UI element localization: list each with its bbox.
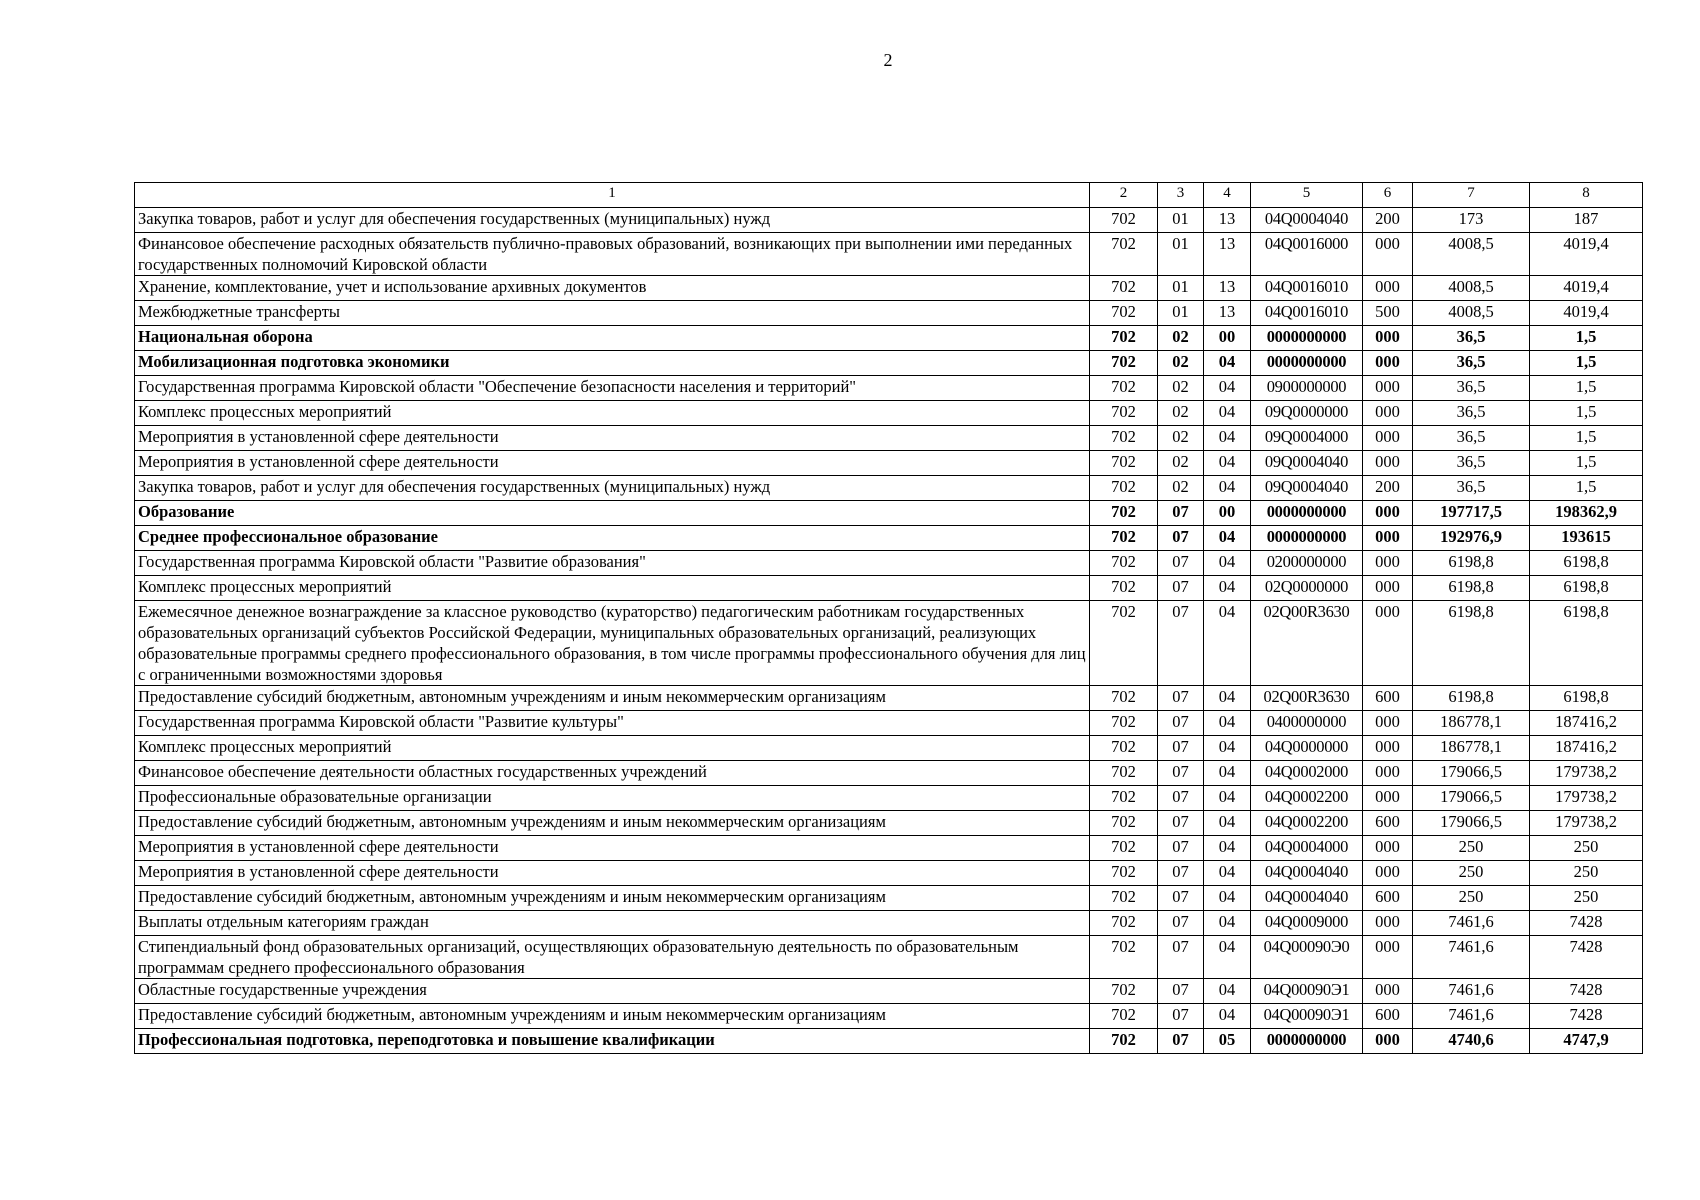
amount-year1-cell: 36,5 <box>1413 376 1530 401</box>
target-article-cell: 02Q00R3630 <box>1251 601 1363 686</box>
expense-type-cell: 000 <box>1363 551 1413 576</box>
expense-type-cell: 000 <box>1363 1029 1413 1054</box>
table-header-row <box>135 183 1643 208</box>
amount-year2-cell: 1,5 <box>1530 326 1643 351</box>
amount-year2-cell: 250 <box>1530 886 1643 911</box>
table-row <box>135 451 1643 476</box>
item-name-cell: Мероприятия в установленной сфере деятельности <box>135 861 1090 886</box>
table-row <box>135 208 1643 233</box>
subsection-cell: 04 <box>1204 836 1251 861</box>
section-cell: 07 <box>1158 936 1204 979</box>
section-cell: 07 <box>1158 1029 1204 1054</box>
target-article-cell: 04Q0002200 <box>1251 811 1363 836</box>
table-row <box>135 811 1643 836</box>
admin-code-cell: 702 <box>1090 208 1158 233</box>
item-name-cell: Мероприятия в установленной сфере деятельности <box>135 426 1090 451</box>
expense-type-cell: 000 <box>1363 233 1413 276</box>
subsection-cell: 13 <box>1204 208 1251 233</box>
target-article-cell: 04Q0000000 <box>1251 736 1363 761</box>
section-cell: 02 <box>1158 476 1204 501</box>
admin-code-cell: 702 <box>1090 551 1158 576</box>
admin-code-cell: 702 <box>1090 711 1158 736</box>
section-cell: 07 <box>1158 911 1204 936</box>
amount-year2-cell: 179738,2 <box>1530 786 1643 811</box>
amount-year2-cell: 1,5 <box>1530 351 1643 376</box>
target-article-cell: 04Q0004040 <box>1251 861 1363 886</box>
admin-code-cell: 702 <box>1090 861 1158 886</box>
amount-year2-cell: 179738,2 <box>1530 761 1643 786</box>
expense-type-cell: 000 <box>1363 711 1413 736</box>
table-row <box>135 711 1643 736</box>
target-article-cell: 04Q0016010 <box>1251 301 1363 326</box>
expense-type-cell: 000 <box>1363 786 1413 811</box>
expense-type-cell: 000 <box>1363 276 1413 301</box>
amount-year2-cell: 193615 <box>1530 526 1643 551</box>
table-row <box>135 1029 1643 1054</box>
amount-year2-cell: 1,5 <box>1530 426 1643 451</box>
section-cell: 01 <box>1158 208 1204 233</box>
item-name-cell: Государственная программа Кировской области "Развитие культуры" <box>135 711 1090 736</box>
table-row <box>135 686 1643 711</box>
table-row <box>135 761 1643 786</box>
item-name-cell: Национальная оборона <box>135 326 1090 351</box>
subsection-cell: 04 <box>1204 811 1251 836</box>
expense-type-cell: 000 <box>1363 601 1413 686</box>
column-header: 3 <box>1158 183 1204 208</box>
subsection-cell: 04 <box>1204 376 1251 401</box>
admin-code-cell: 702 <box>1090 401 1158 426</box>
target-article-cell: 04Q0004040 <box>1251 886 1363 911</box>
target-article-cell: 0000000000 <box>1251 1029 1363 1054</box>
item-name-cell: Мероприятия в установленной сфере деятельности <box>135 836 1090 861</box>
table-row <box>135 551 1643 576</box>
column-header: 8 <box>1530 183 1643 208</box>
expense-type-cell: 600 <box>1363 811 1413 836</box>
table-row <box>135 576 1643 601</box>
item-name-cell: Комплекс процессных мероприятий <box>135 736 1090 761</box>
amount-year1-cell: 179066,5 <box>1413 811 1530 836</box>
expense-type-cell: 000 <box>1363 576 1413 601</box>
amount-year2-cell: 1,5 <box>1530 376 1643 401</box>
admin-code-cell: 702 <box>1090 233 1158 276</box>
expense-type-cell: 000 <box>1363 936 1413 979</box>
item-name-cell: Комплекс процессных мероприятий <box>135 401 1090 426</box>
item-name-cell: Мероприятия в установленной сфере деятельности <box>135 451 1090 476</box>
subsection-cell: 13 <box>1204 276 1251 301</box>
section-cell: 02 <box>1158 401 1204 426</box>
section-cell: 02 <box>1158 451 1204 476</box>
amount-year2-cell: 250 <box>1530 861 1643 886</box>
admin-code-cell: 702 <box>1090 936 1158 979</box>
amount-year1-cell: 6198,8 <box>1413 686 1530 711</box>
target-article-cell: 04Q00090Э0 <box>1251 936 1363 979</box>
admin-code-cell: 702 <box>1090 761 1158 786</box>
column-header: 7 <box>1413 183 1530 208</box>
amount-year1-cell: 7461,6 <box>1413 1004 1530 1029</box>
item-name-cell: Предоставление субсидий бюджетным, автономным учреждениям и иным некоммерческим организациям <box>135 686 1090 711</box>
table-row <box>135 326 1643 351</box>
expense-type-cell: 200 <box>1363 208 1413 233</box>
target-article-cell: 04Q0004000 <box>1251 836 1363 861</box>
amount-year2-cell: 4019,4 <box>1530 276 1643 301</box>
item-name-cell: Межбюджетные трансферты <box>135 301 1090 326</box>
target-article-cell: 09Q0000000 <box>1251 401 1363 426</box>
item-name-cell: Профессиональная подготовка, переподготовка и повышение квалификации <box>135 1029 1090 1054</box>
section-cell: 07 <box>1158 576 1204 601</box>
admin-code-cell: 702 <box>1090 836 1158 861</box>
amount-year1-cell: 250 <box>1413 861 1530 886</box>
section-cell: 07 <box>1158 601 1204 686</box>
amount-year2-cell: 187416,2 <box>1530 736 1643 761</box>
target-article-cell: 0000000000 <box>1251 326 1363 351</box>
item-name-cell: Предоставление субсидий бюджетным, автономным учреждениям и иным некоммерческим организациям <box>135 811 1090 836</box>
table-row <box>135 351 1643 376</box>
item-name-cell: Образование <box>135 501 1090 526</box>
table-row <box>135 861 1643 886</box>
target-article-cell: 0000000000 <box>1251 501 1363 526</box>
admin-code-cell: 702 <box>1090 979 1158 1004</box>
amount-year2-cell: 6198,8 <box>1530 551 1643 576</box>
item-name-cell: Мобилизационная подготовка экономики <box>135 351 1090 376</box>
admin-code-cell: 702 <box>1090 1029 1158 1054</box>
amount-year1-cell: 36,5 <box>1413 451 1530 476</box>
target-article-cell: 09Q0004040 <box>1251 451 1363 476</box>
amount-year1-cell: 4008,5 <box>1413 276 1530 301</box>
amount-year1-cell: 36,5 <box>1413 351 1530 376</box>
amount-year1-cell: 6198,8 <box>1413 576 1530 601</box>
expense-type-cell: 000 <box>1363 376 1413 401</box>
subsection-cell: 00 <box>1204 501 1251 526</box>
amount-year2-cell: 1,5 <box>1530 476 1643 501</box>
amount-year2-cell: 7428 <box>1530 911 1643 936</box>
amount-year2-cell: 7428 <box>1530 979 1643 1004</box>
subsection-cell: 00 <box>1204 326 1251 351</box>
target-article-cell: 04Q0016000 <box>1251 233 1363 276</box>
expense-type-cell: 000 <box>1363 979 1413 1004</box>
subsection-cell: 13 <box>1204 301 1251 326</box>
target-article-cell: 04Q0009000 <box>1251 911 1363 936</box>
admin-code-cell: 702 <box>1090 736 1158 761</box>
subsection-cell: 04 <box>1204 1004 1251 1029</box>
table-row <box>135 501 1643 526</box>
table-row <box>135 233 1643 276</box>
admin-code-cell: 702 <box>1090 326 1158 351</box>
section-cell: 02 <box>1158 426 1204 451</box>
table-row <box>135 886 1643 911</box>
amount-year1-cell: 4008,5 <box>1413 233 1530 276</box>
amount-year1-cell: 7461,6 <box>1413 936 1530 979</box>
table-row <box>135 526 1643 551</box>
section-cell: 07 <box>1158 761 1204 786</box>
section-cell: 02 <box>1158 326 1204 351</box>
column-header: 6 <box>1363 183 1413 208</box>
amount-year1-cell: 6198,8 <box>1413 601 1530 686</box>
item-name-cell: Финансовое обеспечение деятельности областных государственных учреждений <box>135 761 1090 786</box>
subsection-cell: 04 <box>1204 736 1251 761</box>
amount-year2-cell: 250 <box>1530 836 1643 861</box>
target-article-cell: 09Q0004040 <box>1251 476 1363 501</box>
item-name-cell: Областные государственные учреждения <box>135 979 1090 1004</box>
amount-year2-cell: 179738,2 <box>1530 811 1643 836</box>
subsection-cell: 04 <box>1204 711 1251 736</box>
expense-type-cell: 000 <box>1363 761 1413 786</box>
table-row <box>135 786 1643 811</box>
amount-year2-cell: 6198,8 <box>1530 601 1643 686</box>
expense-type-cell: 000 <box>1363 911 1413 936</box>
section-cell: 07 <box>1158 1004 1204 1029</box>
section-cell: 07 <box>1158 886 1204 911</box>
amount-year2-cell: 7428 <box>1530 936 1643 979</box>
section-cell: 07 <box>1158 861 1204 886</box>
item-name-cell: Выплаты отдельным категориям граждан <box>135 911 1090 936</box>
section-cell: 07 <box>1158 686 1204 711</box>
item-name-cell: Закупка товаров, работ и услуг для обеспечения государственных (муниципальных) нужд <box>135 476 1090 501</box>
expense-type-cell: 000 <box>1363 426 1413 451</box>
subsection-cell: 04 <box>1204 526 1251 551</box>
item-name-cell: Профессиональные образовательные организации <box>135 786 1090 811</box>
amount-year1-cell: 36,5 <box>1413 426 1530 451</box>
section-cell: 01 <box>1158 276 1204 301</box>
target-article-cell: 0200000000 <box>1251 551 1363 576</box>
item-name-cell: Комплекс процессных мероприятий <box>135 576 1090 601</box>
admin-code-cell: 702 <box>1090 601 1158 686</box>
table-row <box>135 426 1643 451</box>
item-name-cell: Государственная программа Кировской области "Развитие образования" <box>135 551 1090 576</box>
target-article-cell: 02Q00R3630 <box>1251 686 1363 711</box>
table-row <box>135 301 1643 326</box>
section-cell: 02 <box>1158 351 1204 376</box>
section-cell: 02 <box>1158 376 1204 401</box>
item-name-cell: Государственная программа Кировской области "Обеспечение безопасности населения и территорий" <box>135 376 1090 401</box>
subsection-cell: 04 <box>1204 911 1251 936</box>
section-cell: 07 <box>1158 551 1204 576</box>
section-cell: 07 <box>1158 526 1204 551</box>
admin-code-cell: 702 <box>1090 576 1158 601</box>
admin-code-cell: 702 <box>1090 886 1158 911</box>
expense-type-cell: 000 <box>1363 451 1413 476</box>
subsection-cell: 04 <box>1204 601 1251 686</box>
subsection-cell: 04 <box>1204 861 1251 886</box>
expense-type-cell: 000 <box>1363 326 1413 351</box>
admin-code-cell: 702 <box>1090 451 1158 476</box>
admin-code-cell: 702 <box>1090 911 1158 936</box>
subsection-cell: 05 <box>1204 1029 1251 1054</box>
column-header: 5 <box>1251 183 1363 208</box>
target-article-cell: 04Q00090Э1 <box>1251 1004 1363 1029</box>
target-article-cell: 0000000000 <box>1251 351 1363 376</box>
table-row <box>135 911 1643 936</box>
amount-year1-cell: 7461,6 <box>1413 911 1530 936</box>
section-cell: 07 <box>1158 811 1204 836</box>
subsection-cell: 04 <box>1204 686 1251 711</box>
target-article-cell: 0000000000 <box>1251 526 1363 551</box>
admin-code-cell: 702 <box>1090 786 1158 811</box>
subsection-cell: 04 <box>1204 551 1251 576</box>
amount-year2-cell: 187 <box>1530 208 1643 233</box>
expense-type-cell: 500 <box>1363 301 1413 326</box>
target-article-cell: 02Q0000000 <box>1251 576 1363 601</box>
expense-type-cell: 600 <box>1363 1004 1413 1029</box>
amount-year1-cell: 173 <box>1413 208 1530 233</box>
amount-year1-cell: 4740,6 <box>1413 1029 1530 1054</box>
admin-code-cell: 702 <box>1090 351 1158 376</box>
expense-type-cell: 600 <box>1363 686 1413 711</box>
column-header: 4 <box>1204 183 1251 208</box>
table-row <box>135 979 1643 1004</box>
amount-year1-cell: 250 <box>1413 836 1530 861</box>
subsection-cell: 04 <box>1204 401 1251 426</box>
expense-type-cell: 600 <box>1363 886 1413 911</box>
amount-year2-cell: 1,5 <box>1530 401 1643 426</box>
amount-year1-cell: 36,5 <box>1413 401 1530 426</box>
amount-year1-cell: 36,5 <box>1413 476 1530 501</box>
subsection-cell: 04 <box>1204 451 1251 476</box>
admin-code-cell: 702 <box>1090 426 1158 451</box>
target-article-cell: 04Q0002200 <box>1251 786 1363 811</box>
table-row <box>135 601 1643 686</box>
expense-type-cell: 000 <box>1363 736 1413 761</box>
subsection-cell: 04 <box>1204 476 1251 501</box>
amount-year2-cell: 4019,4 <box>1530 301 1643 326</box>
amount-year1-cell: 192976,9 <box>1413 526 1530 551</box>
expense-type-cell: 000 <box>1363 501 1413 526</box>
item-name-cell: Финансовое обеспечение расходных обязательств публично-правовых образований, возникающих при выполнении ими переданных государственных полномочий Кировской области <box>135 233 1090 276</box>
item-name-cell: Стипендиальный фонд образовательных организаций, осуществляющих образовательную деятельность по образовательным программам среднего профессионального образования <box>135 936 1090 979</box>
column-header: 1 <box>135 183 1090 208</box>
section-cell: 07 <box>1158 836 1204 861</box>
admin-code-cell: 702 <box>1090 501 1158 526</box>
amount-year2-cell: 1,5 <box>1530 451 1643 476</box>
item-name-cell: Среднее профессиональное образование <box>135 526 1090 551</box>
section-cell: 07 <box>1158 979 1204 1004</box>
target-article-cell: 04Q0002000 <box>1251 761 1363 786</box>
expense-type-cell: 200 <box>1363 476 1413 501</box>
admin-code-cell: 702 <box>1090 811 1158 836</box>
amount-year1-cell: 179066,5 <box>1413 786 1530 811</box>
section-cell: 07 <box>1158 711 1204 736</box>
subsection-cell: 04 <box>1204 576 1251 601</box>
amount-year1-cell: 250 <box>1413 886 1530 911</box>
section-cell: 07 <box>1158 501 1204 526</box>
target-article-cell: 0400000000 <box>1251 711 1363 736</box>
amount-year2-cell: 7428 <box>1530 1004 1643 1029</box>
item-name-cell: Закупка товаров, работ и услуг для обеспечения государственных (муниципальных) нужд <box>135 208 1090 233</box>
table-row <box>135 376 1643 401</box>
subsection-cell: 04 <box>1204 761 1251 786</box>
admin-code-cell: 702 <box>1090 376 1158 401</box>
amount-year2-cell: 187416,2 <box>1530 711 1643 736</box>
admin-code-cell: 702 <box>1090 1004 1158 1029</box>
amount-year1-cell: 7461,6 <box>1413 979 1530 1004</box>
subsection-cell: 04 <box>1204 351 1251 376</box>
target-article-cell: 0900000000 <box>1251 376 1363 401</box>
item-name-cell: Ежемесячное денежное вознаграждение за классное руководство (кураторство) педагогическим работникам государственных образовательных организаций субъектов Российской Федерации, муниципальных образовательных организаций, реализующих образовательные программы среднего профессионального образования, в том числе программы профессионального обучения для лиц с ограниченными возможностями здоровья <box>135 601 1090 686</box>
admin-code-cell: 702 <box>1090 686 1158 711</box>
table-row <box>135 936 1643 979</box>
column-header: 2 <box>1090 183 1158 208</box>
amount-year1-cell: 4008,5 <box>1413 301 1530 326</box>
amount-year1-cell: 36,5 <box>1413 326 1530 351</box>
admin-code-cell: 702 <box>1090 526 1158 551</box>
amount-year1-cell: 186778,1 <box>1413 736 1530 761</box>
table-row <box>135 836 1643 861</box>
subsection-cell: 04 <box>1204 886 1251 911</box>
expense-type-cell: 000 <box>1363 836 1413 861</box>
table-row <box>135 1004 1643 1029</box>
table-body <box>135 183 1643 1054</box>
subsection-cell: 04 <box>1204 786 1251 811</box>
subsection-cell: 04 <box>1204 426 1251 451</box>
admin-code-cell: 702 <box>1090 301 1158 326</box>
table-row <box>135 736 1643 761</box>
target-article-cell: 04Q0004040 <box>1251 208 1363 233</box>
expense-type-cell: 000 <box>1363 351 1413 376</box>
section-cell: 07 <box>1158 786 1204 811</box>
item-name-cell: Хранение, комплектование, учет и использование архивных документов <box>135 276 1090 301</box>
item-name-cell: Предоставление субсидий бюджетным, автономным учреждениям и иным некоммерческим организациям <box>135 886 1090 911</box>
subsection-cell: 04 <box>1204 936 1251 979</box>
amount-year2-cell: 6198,8 <box>1530 576 1643 601</box>
amount-year2-cell: 198362,9 <box>1530 501 1643 526</box>
amount-year2-cell: 4019,4 <box>1530 233 1643 276</box>
budget-table <box>134 182 1643 1054</box>
subsection-cell: 04 <box>1204 979 1251 1004</box>
admin-code-cell: 702 <box>1090 276 1158 301</box>
admin-code-cell: 702 <box>1090 476 1158 501</box>
amount-year1-cell: 6198,8 <box>1413 551 1530 576</box>
amount-year1-cell: 186778,1 <box>1413 711 1530 736</box>
amount-year1-cell: 197717,5 <box>1413 501 1530 526</box>
target-article-cell: 04Q00090Э1 <box>1251 979 1363 1004</box>
amount-year2-cell: 4747,9 <box>1530 1029 1643 1054</box>
amount-year1-cell: 179066,5 <box>1413 761 1530 786</box>
section-cell: 01 <box>1158 233 1204 276</box>
subsection-cell: 13 <box>1204 233 1251 276</box>
amount-year2-cell: 6198,8 <box>1530 686 1643 711</box>
target-article-cell: 04Q0016010 <box>1251 276 1363 301</box>
page-number: 2 <box>883 50 893 70</box>
table-row <box>135 476 1643 501</box>
section-cell: 01 <box>1158 301 1204 326</box>
expense-type-cell: 000 <box>1363 861 1413 886</box>
target-article-cell: 09Q0004000 <box>1251 426 1363 451</box>
expense-type-cell: 000 <box>1363 401 1413 426</box>
section-cell: 07 <box>1158 736 1204 761</box>
table-row <box>135 401 1643 426</box>
expense-type-cell: 000 <box>1363 526 1413 551</box>
table-row <box>135 276 1643 301</box>
item-name-cell: Предоставление субсидий бюджетным, автономным учреждениям и иным некоммерческим организациям <box>135 1004 1090 1029</box>
